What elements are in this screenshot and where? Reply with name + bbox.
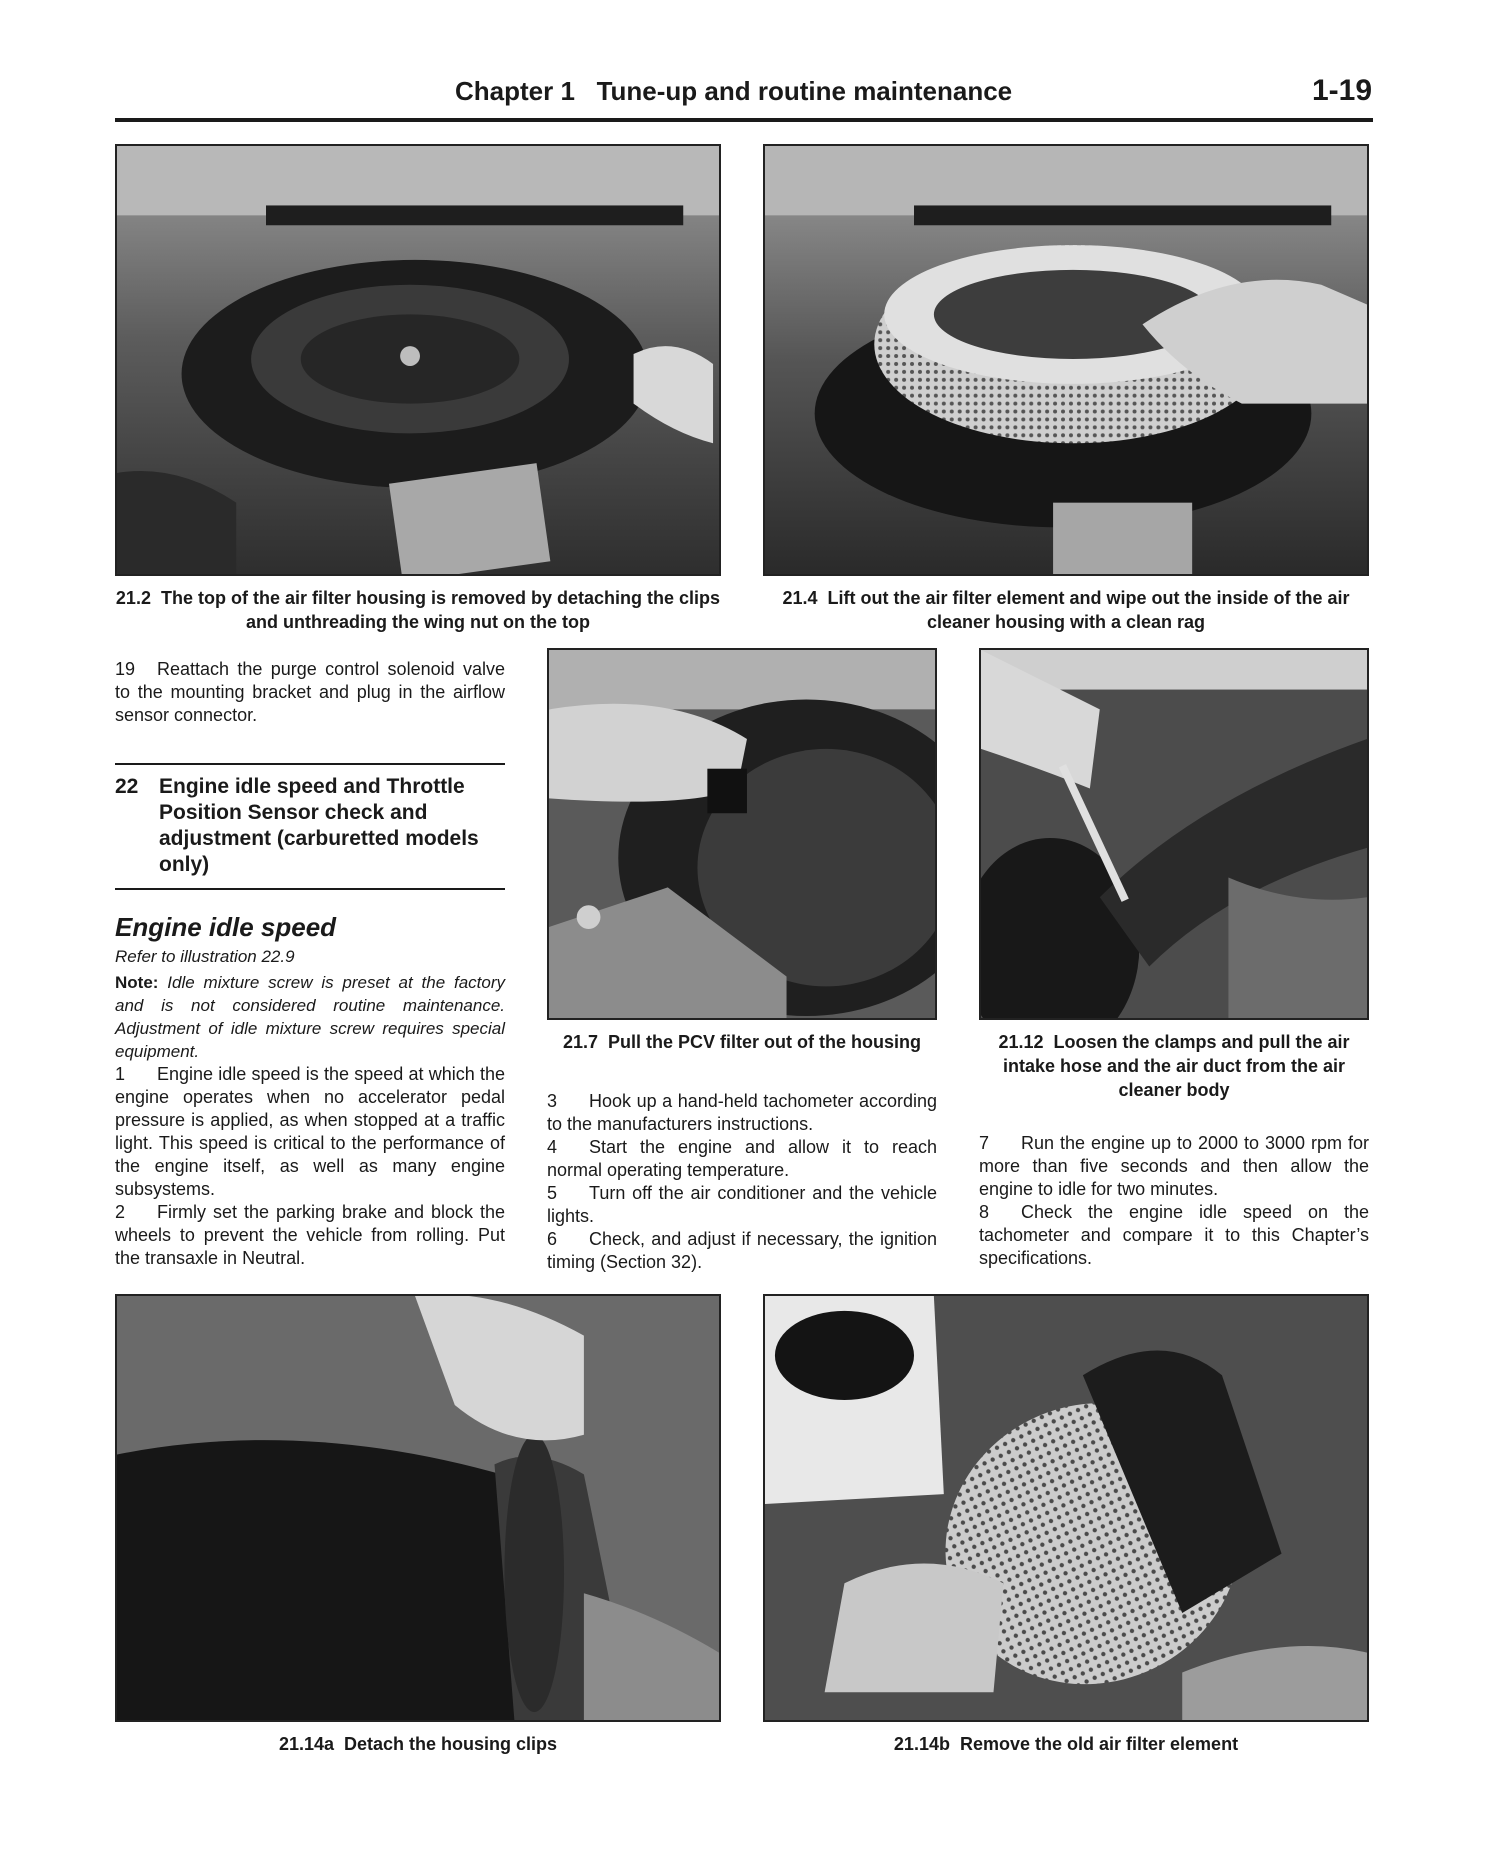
paragraph-text: Reattach the purge control solenoid valve to the mounting bracket and plug in the airflow sensor connector. <box>115 659 505 725</box>
paragraph-8 <box>979 1201 1369 1270</box>
paragraph-number: 6 <box>547 1229 558 1249</box>
paragraph-number: 1 <box>115 1064 126 1084</box>
figure-caption: Lift out the air filter element and wipe out the inside of the air cleaner housing with a clean rag <box>827 588 1350 632</box>
figure-number: 21.4 <box>782 588 818 608</box>
caption-fig-21-2 <box>115 586 721 634</box>
caption-fig-21-7 <box>547 1030 937 1054</box>
paragraph-19 <box>115 658 505 727</box>
chapter-heading <box>455 76 1015 107</box>
caption-fig-21-14b <box>763 1732 1369 1756</box>
photo-housing-clips <box>115 1294 721 1722</box>
figure-caption: Loosen the clamps and pull the air intake hose and the air duct from the air cleaner body <box>1002 1032 1350 1100</box>
photo-old-air-filter-element <box>763 1294 1369 1722</box>
paragraph-number: 3 <box>547 1091 558 1111</box>
figure-number: 21.14b <box>893 1734 950 1754</box>
paragraph-text: Start the engine and allow it to reach normal operating temperature. <box>547 1137 937 1180</box>
paragraph-number: 5 <box>547 1183 558 1203</box>
subheading-engine-idle-speed: Engine idle speed <box>115 912 337 942</box>
photo-pcv-filter <box>547 648 937 1020</box>
paragraph-7 <box>979 1132 1369 1201</box>
paragraph-number: 2 <box>115 1202 126 1222</box>
paragraph-1 <box>115 1063 505 1201</box>
caption-fig-21-12 <box>979 1030 1369 1102</box>
paragraph-text: Engine idle speed is the speed at which the engine operates when no accelerator pedal pressure is applied, as when stopped at a traffic light. This speed is critical to the performance of the engine itself, as well as many engine subsystems. <box>115 1064 505 1199</box>
paragraph-text: Firmly set the parking brake and block the wheels to prevent the vehicle from rolling. Put the transaxle in Neutral. <box>115 1202 505 1268</box>
illustration-reference: Refer to illustration 22.9 <box>115 947 295 966</box>
figure-caption: The top of the air filter housing is removed by detaching the clips and unthreading the wing nut on the top <box>160 588 721 632</box>
section-rule-bottom <box>115 888 505 890</box>
paragraph-number: 7 <box>979 1133 990 1153</box>
figure-number: 21.2 <box>115 588 151 608</box>
photo-air-filter-element-removal <box>763 144 1369 576</box>
page-number: 1-19 <box>1311 74 1372 107</box>
figure-number: 21.7 <box>562 1032 599 1052</box>
paragraph-3 <box>547 1090 937 1136</box>
caption-fig-21-4 <box>763 586 1369 634</box>
header-rule <box>115 118 1373 122</box>
figure-caption: Detach the housing clips <box>344 1734 558 1754</box>
note-label: Note: <box>115 973 159 992</box>
paragraph-number: 19 <box>115 659 136 679</box>
section-rule-top <box>115 763 505 765</box>
figure-caption: Pull the PCV filter out of the housing <box>608 1032 922 1052</box>
paragraph-text: Check, and adjust if necessary, the ignition timing (Section 32). <box>547 1229 937 1272</box>
section-title-text: Engine idle speed and Throttle Position Sensor check and adjustment (carburetted models only) <box>159 775 479 876</box>
figure-number: 21.14a <box>278 1734 334 1754</box>
paragraph-5 <box>547 1182 937 1228</box>
note-text: Idle mixture screw is preset at the factory and is not considered routine maintenance. Adjustment of idle mixture screw requires special equipment. <box>115 973 505 1061</box>
caption-fig-21-14a <box>115 1732 721 1756</box>
section-number: 22 <box>115 775 139 798</box>
paragraph-text: Run the engine up to 2000 to 3000 rpm for more than five seconds and then allow the engine to idle for two minutes. <box>979 1133 1369 1199</box>
note-block <box>115 971 505 1063</box>
paragraph-6 <box>547 1228 937 1274</box>
photo-air-filter-housing-top <box>115 144 721 576</box>
paragraph-number: 4 <box>547 1137 558 1157</box>
chapter-label: Chapter 1 <box>455 76 575 106</box>
paragraph-text: Check the engine idle speed on the tachometer and compare it to this Chapter’s specifications. <box>979 1202 1369 1268</box>
paragraph-4 <box>547 1136 937 1182</box>
figure-number: 21.12 <box>998 1032 1044 1052</box>
section-22-title <box>115 774 505 878</box>
paragraph-text: Hook up a hand-held tachometer according to the manufacturers instructions. <box>547 1091 937 1134</box>
chapter-title: Tune-up and routine maintenance <box>596 76 1013 106</box>
photo-air-intake-hose <box>979 648 1369 1020</box>
figure-caption: Remove the old air filter element <box>959 1734 1239 1754</box>
paragraph-number: 8 <box>979 1202 990 1222</box>
paragraph-2 <box>115 1201 505 1270</box>
paragraph-text: Turn off the air conditioner and the vehicle lights. <box>547 1183 937 1226</box>
